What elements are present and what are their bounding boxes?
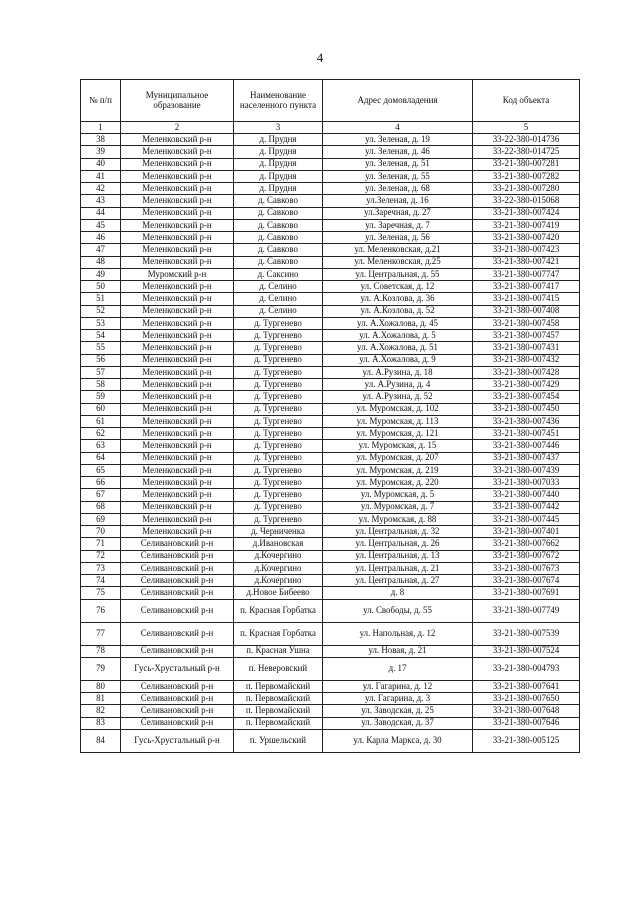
table-row [81,440,580,452]
cell-municipality: Селивановский р-н [121,622,234,645]
property-registry-table [80,79,580,753]
table-row [81,330,580,342]
cell-address: ул. Меленковская, д.25 [323,256,473,268]
cell-settlement: д. Прудня [234,146,323,158]
cell-settlement: д. Савково [234,207,323,219]
cell-no: 66 [81,477,121,489]
cell-municipality: Селивановский р-н [121,538,234,550]
cell-settlement: д. Тургенево [234,342,323,354]
cell-no: 47 [81,244,121,256]
cell-no: 48 [81,256,121,268]
cell-settlement: д.Кочергино [234,562,323,574]
cell-municipality: Меленковский р-н [121,183,234,195]
cell-settlement: д. Тургенево [234,391,323,403]
cell-settlement: п. Первомайский [234,717,323,729]
cell-code: 33-21-380-007650 [473,693,580,705]
cell-settlement: д. Тургенево [234,415,323,427]
cell-settlement: д. Тургенево [234,477,323,489]
cell-address: ул. Центральная, д. 13 [323,550,473,562]
cell-settlement: д. Тургенево [234,452,323,464]
cell-settlement: п. Уршельский [234,729,323,752]
table-row [81,158,580,170]
cell-no: 75 [81,587,121,599]
cell-settlement: д. Тургенево [234,403,323,415]
cell-settlement: д.Новое Бибеево [234,587,323,599]
cell-settlement: д. Тургенево [234,317,323,329]
cell-settlement: п. Первомайский [234,693,323,705]
table-row [81,729,580,752]
cell-address: ул. Муромская, д. 15 [323,440,473,452]
cell-code: 33-21-380-007749 [473,599,580,622]
cell-address: ул. Зеленая, д. 19 [323,134,473,146]
table-row [81,464,580,476]
cell-code: 33-21-380-007672 [473,550,580,562]
cell-no: 63 [81,440,121,452]
cell-address: ул. А.Хожалова, д. 9 [323,354,473,366]
cell-municipality: Меленковский р-н [121,232,234,244]
cell-code: 33-21-380-007450 [473,403,580,415]
cell-no: 83 [81,717,121,729]
cell-municipality: Гусь-Хрустальный р-н [121,657,234,680]
cell-code: 33-21-380-007439 [473,464,580,476]
table-row [81,195,580,207]
table-row [81,146,580,158]
table-row [81,562,580,574]
table-row [81,354,580,366]
cell-no: 76 [81,599,121,622]
cell-address: ул. Заречная, д. 7 [323,219,473,231]
cell-municipality: Селивановский р-н [121,680,234,692]
cell-settlement: д. Тургенево [234,379,323,391]
table-row [81,599,580,622]
cell-no: 56 [81,354,121,366]
cell-municipality: Селивановский р-н [121,717,234,729]
cell-no: 57 [81,366,121,378]
cell-settlement: д. Тургенево [234,428,323,440]
cell-municipality: Меленковский р-н [121,366,234,378]
cell-code: 33-21-380-007428 [473,366,580,378]
cell-address: ул. Зеленая, д. 68 [323,183,473,195]
cell-settlement: д. Савково [234,256,323,268]
table-row [81,501,580,513]
cell-settlement: д. Прудня [234,158,323,170]
cell-code: 33-21-380-007431 [473,342,580,354]
cell-municipality: Селивановский р-н [121,705,234,717]
cell-settlement: д. Тургенево [234,366,323,378]
cell-address: д. 17 [323,657,473,680]
column-number-row [81,122,580,134]
cell-municipality: Меленковский р-н [121,317,234,329]
cell-address: ул. А.Рузина, д. 52 [323,391,473,403]
table-row [81,170,580,182]
cell-municipality: Меленковский р-н [121,379,234,391]
cell-municipality: Селивановский р-н [121,550,234,562]
cell-municipality: Меленковский р-н [121,440,234,452]
table-row [81,645,580,657]
cell-code: 33-21-380-007442 [473,501,580,513]
cell-address: ул. Центральная, д. 55 [323,268,473,280]
table-row [81,219,580,231]
cell-code: 33-21-380-007033 [473,477,580,489]
cell-no: 38 [81,134,121,146]
cell-settlement: д. Тургенево [234,513,323,525]
cell-no: 69 [81,513,121,525]
cell-municipality: Меленковский р-н [121,244,234,256]
table-row [81,305,580,317]
cell-settlement: п. Красная Горбатка [234,622,323,645]
cell-code: 33-21-380-007437 [473,452,580,464]
cell-settlement: д. Тургенево [234,440,323,452]
cell-address: ул. А.Хожалова, д. 5 [323,330,473,342]
cell-settlement: д. Селино [234,293,323,305]
cell-settlement: д. Савково [234,219,323,231]
cell-address: ул. Муромская, д. 113 [323,415,473,427]
cell-municipality: Меленковский р-н [121,342,234,354]
cell-settlement: п. Красная Ушна [234,645,323,657]
cell-code: 33-21-380-007282 [473,170,580,182]
table-row [81,477,580,489]
table-row [81,705,580,717]
cell-no: 70 [81,526,121,538]
cell-address: ул. Свободы, д. 55 [323,599,473,622]
header-code: Код объекта [473,80,580,122]
cell-no: 55 [81,342,121,354]
cell-code: 33-21-380-007440 [473,489,580,501]
header-municipality: Муниципальное образование [121,80,234,122]
table-row [81,207,580,219]
cell-no: 41 [81,170,121,182]
cell-no: 68 [81,501,121,513]
cell-municipality: Меленковский р-н [121,256,234,268]
column-number: 1 [81,122,121,134]
cell-municipality: Меленковский р-н [121,134,234,146]
table-row [81,489,580,501]
cell-settlement: д.Кочергино [234,550,323,562]
column-number: 4 [323,122,473,134]
cell-municipality: Меленковский р-н [121,354,234,366]
cell-no: 78 [81,645,121,657]
cell-no: 44 [81,207,121,219]
cell-municipality: Меленковский р-н [121,391,234,403]
header-no: № п/п [81,80,121,122]
cell-settlement: д. Прудня [234,170,323,182]
cell-no: 52 [81,305,121,317]
cell-municipality: Меленковский р-н [121,452,234,464]
cell-address: ул. А.Хожалова, д. 45 [323,317,473,329]
table-row [81,693,580,705]
cell-code: 33-21-380-007451 [473,428,580,440]
cell-address: ул. Центральная, д. 21 [323,562,473,574]
cell-municipality: Меленковский р-н [121,158,234,170]
cell-address: ул. А.Хожалова, д. 51 [323,342,473,354]
cell-address: ул. Муромская, д. 88 [323,513,473,525]
cell-municipality: Меленковский р-н [121,489,234,501]
cell-municipality: Меленковский р-н [121,526,234,538]
cell-no: 82 [81,705,121,717]
cell-address: ул. Заводская, д. 37 [323,717,473,729]
cell-municipality: Меленковский р-н [121,170,234,182]
cell-code: 33-21-380-007662 [473,538,580,550]
cell-no: 84 [81,729,121,752]
cell-code: 33-21-380-007458 [473,317,580,329]
cell-no: 58 [81,379,121,391]
column-number: 2 [121,122,234,134]
table-row [81,657,580,680]
table-row [81,550,580,562]
cell-address: ул. Центральная, д. 27 [323,575,473,587]
cell-no: 73 [81,562,121,574]
cell-no: 77 [81,622,121,645]
cell-no: 46 [81,232,121,244]
table-row [81,452,580,464]
cell-address: ул. Центральная, д. 26 [323,538,473,550]
cell-code: 33-21-380-007423 [473,244,580,256]
cell-code: 33-21-380-007417 [473,281,580,293]
cell-address: ул. А.Козлова, д. 52 [323,305,473,317]
cell-code: 33-21-380-007280 [473,183,580,195]
cell-no: 40 [81,158,121,170]
cell-settlement: п. Неверовский [234,657,323,680]
cell-code: 33-21-380-007401 [473,526,580,538]
cell-municipality: Меленковский р-н [121,501,234,513]
cell-address: ул. Зеленая, д. 46 [323,146,473,158]
cell-address: ул. Муромская, д. 220 [323,477,473,489]
cell-address: ул. А.Козлова, д. 36 [323,293,473,305]
cell-address: ул. А.Рузина, д. 18 [323,366,473,378]
cell-municipality: Меленковский р-н [121,281,234,293]
cell-code: 33-21-380-007646 [473,717,580,729]
cell-no: 74 [81,575,121,587]
cell-code: 33-22-380-014725 [473,146,580,158]
cell-address: ул. Напольная, д. 12 [323,622,473,645]
cell-address: ул. Муромская, д. 219 [323,464,473,476]
cell-no: 54 [81,330,121,342]
column-number: 5 [473,122,580,134]
table-row [81,244,580,256]
cell-municipality: Меленковский р-н [121,207,234,219]
cell-no: 67 [81,489,121,501]
cell-settlement: д. Савково [234,244,323,256]
cell-municipality: Селивановский р-н [121,575,234,587]
table-row [81,293,580,305]
table-row [81,134,580,146]
table-row [81,317,580,329]
cell-municipality: Меленковский р-н [121,513,234,525]
cell-address: ул.Зеленая, д. 16 [323,195,473,207]
cell-municipality: Селивановский р-н [121,645,234,657]
cell-code: 33-21-380-007524 [473,645,580,657]
cell-municipality: Меленковский р-н [121,428,234,440]
cell-settlement: д. Селино [234,305,323,317]
cell-address: ул. Зеленая, д. 51 [323,158,473,170]
cell-settlement: д. Тургенево [234,354,323,366]
header-settlement: Наименование населенного пункта [234,80,323,122]
cell-code: 33-21-380-007691 [473,587,580,599]
cell-no: 39 [81,146,121,158]
cell-code: 33-21-380-007429 [473,379,580,391]
cell-settlement: д. Прудня [234,183,323,195]
cell-code: 33-21-380-007420 [473,232,580,244]
cell-settlement: д. Тургенево [234,489,323,501]
cell-settlement: п. Первомайский [234,705,323,717]
cell-no: 71 [81,538,121,550]
cell-code: 33-21-380-007641 [473,680,580,692]
table-row [81,538,580,550]
table-row [81,575,580,587]
cell-no: 60 [81,403,121,415]
cell-code: 33-21-380-007457 [473,330,580,342]
cell-code: 33-21-380-007432 [473,354,580,366]
cell-municipality: Меленковский р-н [121,305,234,317]
cell-settlement: д. Прудня [234,134,323,146]
cell-no: 49 [81,268,121,280]
table-row [81,587,580,599]
cell-municipality: Меленковский р-н [121,477,234,489]
header-address: Адрес домовладения [323,80,473,122]
table-row [81,379,580,391]
table-row [81,428,580,440]
cell-municipality: Селивановский р-н [121,599,234,622]
cell-address: ул. Муромская, д. 7 [323,501,473,513]
cell-code: 33-21-380-007408 [473,305,580,317]
table-row [81,268,580,280]
column-number: 3 [234,122,323,134]
cell-no: 80 [81,680,121,692]
cell-no: 65 [81,464,121,476]
cell-address: ул. Заводская, д. 25 [323,705,473,717]
cell-municipality: Гусь-Хрустальный р-н [121,729,234,752]
cell-code: 33-21-380-007424 [473,207,580,219]
cell-address: ул.Заречная, д. 27 [323,207,473,219]
cell-municipality: Муромский р-н [121,268,234,280]
cell-code: 33-21-380-007415 [473,293,580,305]
cell-municipality: Селивановский р-н [121,693,234,705]
cell-municipality: Меленковский р-н [121,330,234,342]
cell-municipality: Меленковский р-н [121,219,234,231]
cell-settlement: д. Тургенево [234,330,323,342]
cell-code: 33-21-380-004793 [473,657,580,680]
cell-code: 33-21-380-007436 [473,415,580,427]
cell-no: 61 [81,415,121,427]
cell-no: 79 [81,657,121,680]
cell-code: 33-21-380-007419 [473,219,580,231]
cell-no: 72 [81,550,121,562]
table-body [81,134,580,753]
cell-municipality: Селивановский р-н [121,562,234,574]
cell-settlement: д. Савково [234,232,323,244]
cell-no: 50 [81,281,121,293]
cell-address: ул. Центральная, д. 32 [323,526,473,538]
cell-no: 53 [81,317,121,329]
table-row [81,403,580,415]
table-row [81,415,580,427]
table-row [81,232,580,244]
cell-code: 33-21-380-007281 [473,158,580,170]
cell-no: 45 [81,219,121,231]
cell-address: ул. Муромская, д. 121 [323,428,473,440]
cell-municipality: Селивановский р-н [121,587,234,599]
cell-no: 64 [81,452,121,464]
cell-code: 33-21-380-007446 [473,440,580,452]
cell-settlement: д. Тургенево [234,464,323,476]
cell-municipality: Меленковский р-н [121,195,234,207]
table-row [81,513,580,525]
cell-address: ул. Зеленая, д. 56 [323,232,473,244]
cell-address: ул. А.Рузина, д. 4 [323,379,473,391]
cell-no: 42 [81,183,121,195]
cell-address: ул. Меленковская, д.21 [323,244,473,256]
table-row [81,717,580,729]
cell-code: 33-21-380-007539 [473,622,580,645]
cell-address: ул. Муромская, д. 102 [323,403,473,415]
cell-address: ул. Зеленая, д. 55 [323,170,473,182]
cell-code: 33-22-380-014736 [473,134,580,146]
cell-settlement: д. Черниченка [234,526,323,538]
cell-settlement: д. Савково [234,195,323,207]
cell-code: 33-21-380-005125 [473,729,580,752]
cell-settlement: д.Ивановская [234,538,323,550]
cell-no: 51 [81,293,121,305]
cell-code: 33-21-380-007747 [473,268,580,280]
table-row [81,622,580,645]
table-row [81,256,580,268]
cell-settlement: д. Тургенево [234,501,323,513]
cell-address: ул. Муромская, д. 207 [323,452,473,464]
table-row [81,281,580,293]
cell-code: 33-22-380-015068 [473,195,580,207]
cell-code: 33-21-380-007445 [473,513,580,525]
cell-code: 33-21-380-007673 [473,562,580,574]
cell-municipality: Меленковский р-н [121,146,234,158]
cell-settlement: п. Красная Горбатка [234,599,323,622]
cell-municipality: Меленковский р-н [121,293,234,305]
table-row [81,342,580,354]
cell-address: ул. Гагарина, д. 12 [323,680,473,692]
cell-municipality: Меленковский р-н [121,403,234,415]
cell-code: 33-21-380-007648 [473,705,580,717]
cell-no: 59 [81,391,121,403]
cell-code: 33-21-380-007674 [473,575,580,587]
cell-settlement: д. Селино [234,281,323,293]
cell-address: ул. Карла Маркса, д. 30 [323,729,473,752]
cell-no: 43 [81,195,121,207]
cell-address: д. 8 [323,587,473,599]
cell-address: ул. Гагарина, д. 3 [323,693,473,705]
cell-no: 81 [81,693,121,705]
table-header-row [81,80,580,122]
table-row [81,680,580,692]
cell-address: ул. Новая, д. 21 [323,645,473,657]
cell-address: ул. Советская, д. 12 [323,281,473,293]
table-row [81,391,580,403]
cell-settlement: п. Первомайский [234,680,323,692]
table-row [81,183,580,195]
cell-code: 33-21-380-007454 [473,391,580,403]
cell-municipality: Меленковский р-н [121,415,234,427]
cell-no: 62 [81,428,121,440]
page-number: 4 [316,50,324,65]
cell-settlement: д.Кочергино [234,575,323,587]
table-row [81,526,580,538]
cell-address: ул. Муромская, д. 5 [323,489,473,501]
cell-municipality: Меленковский р-н [121,464,234,476]
cell-code: 33-21-380-007421 [473,256,580,268]
cell-settlement: д. Саксино [234,268,323,280]
table-row [81,366,580,378]
